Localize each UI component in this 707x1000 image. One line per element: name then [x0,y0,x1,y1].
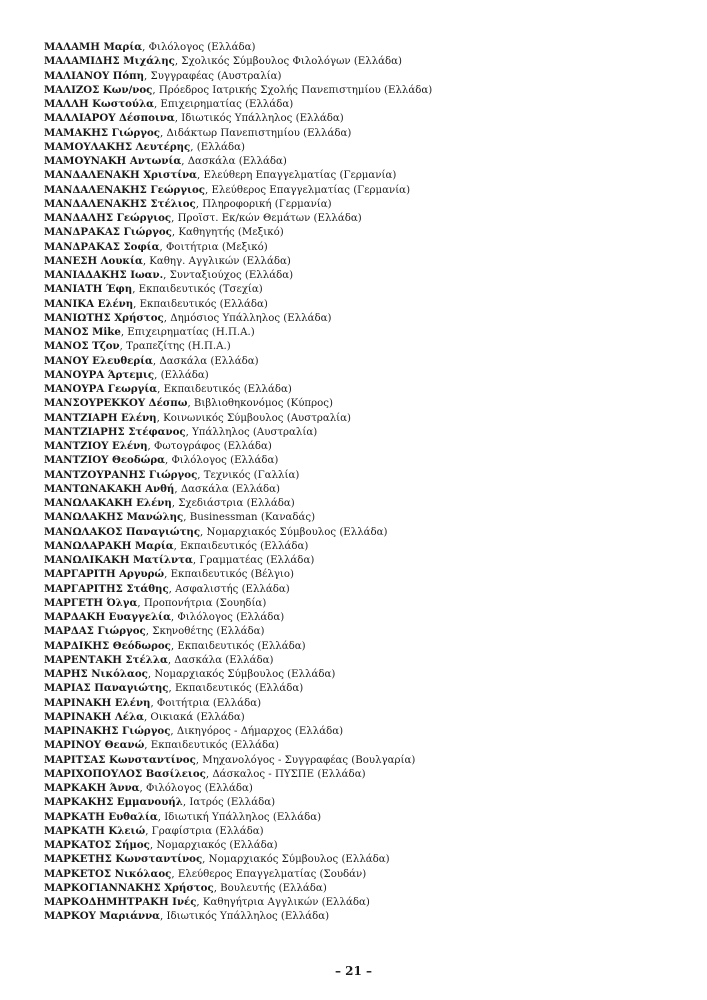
person-name: ΜΑΡΙΝΑΚΗ Ελένη [44,696,151,709]
list-item: ΜΑΡΙΝΑΚΗΣ Γιώργος, Δικηγόρος - Δήμαρχος (Ελλάδα) [44,725,344,737]
person-description: Εκπαιδευτικός (Ελλάδα) [139,298,268,310]
person-description: Φιλόλογος (Ελλάδα) [146,783,253,794]
person-name: ΜΑΡΙΝΑΚΗ Λέλα [44,710,144,723]
list-item: ΜΑΝΙΑΤΗ Έφη, Εκπαιδευτικός (Τσεχία) [44,283,263,296]
person-description: Δάσκαλος - ΠΥΣΠΕ (Ελλάδα) [212,768,366,780]
list-item: ΜΑΝΕΣΗ Λουκία, Καθηγ. Αγγλικών (Ελλάδα) [44,254,291,267]
person-name: ΜΑΝΔΡΑΚΑΣ Γιώργος [44,226,172,239]
list-item: ΜΑΝΟΥΡΑ Άρτεμις, (Ελλάδα) [44,368,209,381]
person-name: ΜΑΝΩΛΙΚΑΚΗ Ματίλντα [44,554,193,566]
list-item: ΜΑΝΔΑΛΕΝΑΚΗΣ Γεώργιος, Ελεύθερος Επαγγελματίας (Γερμανία) [44,183,411,196]
page-number: – 21 – [334,964,373,978]
person-name: ΜΑΝΔΡΑΚΑΣ Σοφία [44,240,160,253]
list-item: ΜΑΝΟΣ Mike, Επιχειρηματίας (Η.Π.Α.) [44,326,255,338]
person-description: Σκηνοθέτης (Ελλάδα) [152,626,265,638]
person-name: ΜΑΝΤΖΟΥΡΑΝΗΣ Γιώργος [44,468,198,481]
list-item: ΜΑΝΩΛΑΚΟΣ Παναγιώτης, Νομαρχιακός Σύμβουλος (Ελλάδα) [44,525,388,538]
person-description: Μηχανολόγος - Συγγραφέας (Βουλγαρία) [202,754,416,766]
person-name: ΜΑΡΗΣ Νικόλαος [44,668,148,680]
list-item: ΜΑΜΟΥΝΑΚΗ Αντωνία, Δασκάλα (Ελλάδα) [44,155,287,167]
person-description: Φοιτήτρια (Μεξικό) [165,241,268,253]
person-description: Τεχνικός (Γαλλία) [203,469,300,481]
person-description: Εκπαιδευτικός (Βέλγιο) [170,569,295,581]
person-description: Καθηγητής (Μεξικό) [178,227,284,239]
person-description: Προπονήτρια (Σουηδία) [143,597,267,609]
list-item: ΜΑΡΚΑΚΗΣ Εμμανουήλ, Ιατρός (Ελλάδα) [44,796,276,809]
person-name: ΜΑΡΙΤΣΑΣ Κωνσταντίνος [44,753,196,766]
person-description: Προϊστ. Εκ/κών Θεμάτων (Ελλάδα) [177,213,362,224]
person-name: ΜΑΛΙΖΟΣ Κων/νος [44,83,153,96]
list-item: ΜΑΝΤΖΙΟΥ Ελένη, Φωτογράφος (Ελλάδα) [44,440,272,452]
person-name: ΜΑΝΔΑΛΕΝΑΚΗ Χριστίνα [44,169,198,182]
person-name: ΜΑΝΙΩΤΗΣ Χρήστος [44,311,164,324]
person-description: Εκπαιδευτικός (Ελλάδα) [180,540,309,552]
person-name: ΜΑΝΤΩΝΑΚΑΚΗ Ανθή [44,482,175,495]
person-description: Καθηγήτρια Αγγλικών (Ελλάδα) [202,897,370,908]
list-item: ΜΑΝΙΩΤΗΣ Χρήστος, Δημόσιος Υπάλληλος (Ελλάδα) [44,311,332,324]
person-name: ΜΑΝΟΥ Ελευθερία [44,354,153,367]
list-item: ΜΑΝΩΛΑΚΗΣ Μανώλης, Businessman (Καναδάς) [44,511,316,524]
person-description: Φιλόλογος (Ελλάδα) [177,612,285,623]
person-name: ΜΑΝΙΚΑ Ελένη [44,297,134,310]
person-name: ΜΑΡΓΑΡΙΤΗΣ Στάθης [44,582,169,595]
person-name: ΜΑΛΑΜΙΔΗΣ Μιχάλης [44,55,175,68]
person-name: ΜΑΡΚΕΤΗΣ Κωνσταντίνος [44,853,203,866]
person-name: ΜΑΝΔΑΛΕΝΑΚΗΣ Στέλιος [44,197,196,210]
list-item: ΜΑΝΩΛΑΡΑΚΗ Μαρία, Εκπαιδευτικός (Ελλάδα) [44,539,309,552]
person-name: ΜΑΝΙΑΤΗ Έφη [44,283,133,296]
person-name: ΜΑΝΤΖΙΑΡΗ Ελένη [44,411,157,424]
person-description: Δικηγόρος - Δήμαρχος (Ελλάδα) [176,726,344,737]
person-name: ΜΑΝΙΑΔΑΚΗΣ Ιωαν. [44,269,164,281]
person-description: Σχεδιάστρια (Ελλάδα) [178,498,295,509]
person-name: ΜΑΝΟΥΡΑ Άρτεμις [44,368,155,381]
list-item: ΜΑΝΔΑΛΗΣ Γεώργιος, Προϊστ. Εκ/κών Θεμάτων (Ελλάδα) [44,212,362,224]
person-name: ΜΑΝΟΣ Τζον [44,340,120,353]
list-item: ΜΑΝΣΟΥΡΕΚΚΟΥ Δέσπω, Βιβλιοθηκονόμος (Κύπρος) [44,397,333,410]
person-description: Οικιακά (Ελλάδα) [150,711,245,723]
person-name: ΜΑΡΙΑΣ Παναγιώτης [44,682,169,695]
person-description: (Ελλάδα) [160,369,209,381]
person-name: ΜΑΛΙΑΝΟΥ Πόπη [44,69,145,82]
person-name: ΜΑΛΛΙΑΡΟΥ Δέσποινα [44,112,175,125]
list-item: ΜΑΡΚΟΔΗΜΗΤΡΑΚΗ Ινές, Καθηγήτρια Αγγλικών (Ελλάδα) [44,896,370,908]
person-description: Βιβλιοθηκονόμος (Κύπρος) [193,398,333,410]
list-item: ΜΑΝΔΑΛΕΝΑΚΗ Χριστίνα, Ελεύθερη Επαγγελματίας (Γερμανία) [44,169,397,182]
person-description: Τραπεζίτης (Η.Π.Α.) [126,341,231,353]
person-name: ΜΑΜΟΥΛΑΚΗΣ Λευτέρης [44,140,191,153]
list-item: ΜΑΛΛΙΑΡΟΥ Δέσποινα, Ιδιωτικός Υπάλληλος (Ελλάδα) [44,112,344,125]
list-item: ΜΑΝΟΣ Τζον, Τραπεζίτης (Η.Π.Α.) [44,340,231,353]
person-description: Δασκάλα (Ελλάδα) [180,483,281,495]
list-item: ΜΑΝΤΖΙΑΡΗΣ Στέφανος, Υπάλληλος (Αυστραλία) [44,425,318,438]
person-name: ΜΑΡΙΝΑΚΗΣ Γιώργος [44,725,171,737]
list-item: ΜΑΝΩΛΙΚΑΚΗ Ματίλντα, Γραμματέας (Ελλάδα) [44,554,315,566]
person-description: Σχολικός Σύμβουλος Φιλολόγων (Ελλάδα) [181,56,403,68]
list-item: ΜΑΛΛΗ Κωστούλα, Επιχειρηματίας (Ελλάδα) [44,98,294,110]
person-name: ΜΑΝΣΟΥΡΕΚΚΟΥ Δέσπω [44,397,188,410]
list-item: ΜΑΡΓΕΤΗ Όλγα, Προπονήτρια (Σουηδία) [44,596,267,609]
list-item: ΜΑΡΔΑΚΗ Ευαγγελία, Φιλόλογος (Ελλάδα) [44,611,285,623]
person-description: Πληροφορική (Γερμανία) [202,198,332,210]
person-name: ΜΑΡΓΑΡΙΤΗ Αργυρώ [44,568,165,581]
person-description: Εκπαιδευτικός (Τσεχία) [138,284,263,296]
person-description: Νομαρχιακός Σύμβουλος (Ελλάδα) [154,669,336,680]
person-description: Δασκάλα (Ελλάδα) [159,355,259,367]
person-description: Εκπαιδευτικός (Ελλάδα) [150,740,280,752]
person-description: Εκπαιδευτικός (Ελλάδα) [174,683,304,695]
person-name: ΜΑΡΚΑΚΗΣ Εμμανουήλ [44,796,183,809]
list-item: ΜΑΝΟΥΡΑ Γεωργία, Εκπαιδευτικός (Ελλάδα) [44,383,292,395]
list-item: ΜΑΛΑΜΗ Μαρία, Φιλόλογος (Ελλάδα) [44,41,256,53]
person-description: Εκπαιδευτικός (Ελλάδα) [177,640,306,652]
list-item: ΜΑΛΑΜΙΔΗΣ Μιχάλης, Σχολικός Σύμβουλος Φιλολόγων (Ελλάδα) [44,55,403,68]
person-description: Πρόεδρος Ιατρικής Σχολής Πανεπιστημίου (Ελλάδα) [158,84,433,96]
person-description: Υπάλληλος (Αυστραλία) [192,426,318,438]
person-name: ΜΑΝΟΣ Mike [44,326,121,338]
person-name: ΜΑΝΩΛΑΡΑΚΗ Μαρία [44,539,174,552]
person-name: ΜΑΜΟΥΝΑΚΗ Αντωνία [44,155,182,167]
list-item: ΜΑΡΚΑΚΗ Άννα, Φιλόλογος (Ελλάδα) [44,782,253,794]
person-name: ΜΑΝΤΖΙΟΥ Ελένη [44,440,148,452]
person-name: ΜΑΡΚΑΤΗ Κλειώ [44,824,146,837]
person-description: Φωτογράφος (Ελλάδα) [154,441,272,452]
list-item: ΜΑΡΔΙΚΗΣ Θεόδωρος, Εκπαιδευτικός (Ελλάδα) [44,639,306,652]
list-item: ΜΑΛΙΑΝΟΥ Πόπη, Συγγραφέας (Αυστραλία) [44,69,282,82]
person-name: ΜΑΡΚΟΥ Μαριάννα [44,910,161,923]
person-name: ΜΑΡΙΧΟΠΟΥΛΟΣ Βασίλειος [44,767,206,780]
list-item: ΜΑΝΤΩΝΑΚΑΚΗ Ανθή, Δασκάλα (Ελλάδα) [44,482,281,495]
person-name: ΜΑΡΚΟΓΙΑΝΝΑΚΗΣ Χρήστος [44,881,214,894]
list-item: ΜΑΡΚΟΓΙΑΝΝΑΚΗΣ Χρήστος, Βουλευτής (Ελλάδα) [44,881,327,894]
list-item: ΜΑΡΚΑΤΗ Κλειώ, Γραφίστρια (Ελλάδα) [44,824,264,837]
person-description: Καθηγ. Αγγλικών (Ελλάδα) [149,255,291,267]
list-item: ΜΑΝΙΚΑ Ελένη, Εκπαιδευτικός (Ελλάδα) [44,297,268,310]
person-description: Δασκάλα (Ελλάδα) [187,156,287,167]
list-item: ΜΑΝΤΖΙΟΥ Θεοδώρα, Φιλόλογος (Ελλάδα) [44,454,279,467]
list-item: ΜΑΡΙΝΑΚΗ Ελένη, Φοιτήτρια (Ελλάδα) [44,696,262,709]
person-description: Συνταξιούχος (Ελλάδα) [169,270,294,281]
list-item: ΜΑΝΔΡΑΚΑΣ Σοφία, Φοιτήτρια (Μεξικό) [44,240,268,253]
person-description: Φιλόλογος (Ελλάδα) [148,42,256,53]
person-description: Φιλόλογος (Ελλάδα) [171,455,279,467]
list-item: ΜΑΝΤΖΟΥΡΑΝΗΣ Γιώργος, Τεχνικός (Γαλλία) [44,468,300,481]
person-name: ΜΑΝΩΛΑΚΟΣ Παναγιώτης [44,525,201,538]
person-name: ΜΑΡΔΑΚΗ Ευαγγελία [44,611,171,623]
list-item: ΜΑΝΔΡΑΚΑΣ Γιώργος, Καθηγητής (Μεξικό) [44,226,284,239]
list-item: ΜΑΡΚΑΤΟΣ Σήμος, Νομαρχιακός (Ελλάδα) [44,839,278,851]
list-item: ΜΑΡΗΣ Νικόλαος, Νομαρχιακός Σύμβουλος (Ελλάδα) [44,668,336,680]
person-name: ΜΑΡΚΑΤΟΣ Σήμος [44,839,150,851]
person-description: Γραμματέας (Ελλάδα) [199,555,315,566]
person-name: ΜΑΝΕΣΗ Λουκία [44,254,143,267]
person-description: Ιατρός (Ελλάδα) [189,797,276,809]
list-item: ΜΑΡΚΟΥ Μαριάννα, Ιδιωτικός Υπάλληλος (Ελλάδα) [44,910,330,923]
person-description: Φοιτήτρια (Ελλάδα) [156,697,262,709]
person-name: ΜΑΡΔΙΚΗΣ Θεόδωρος [44,639,171,652]
person-description: Ελεύθερη Επαγγελματίας (Γερμανία) [203,170,397,182]
person-name: ΜΑΡΚΑΚΗ Άννα [44,782,140,794]
list-item: ΜΑΝΤΖΙΑΡΗ Ελένη, Κοινωνικός Σύμβουλος (Αυστραλία) [44,411,352,424]
person-description: Επιχειρηματίας (Η.Π.Α.) [127,327,255,338]
person-description: Κοινωνικός Σύμβουλος (Αυστραλία) [163,412,352,424]
person-description: Ιδιωτικός Υπάλληλος (Ελλάδα) [181,113,344,125]
person-name: ΜΑΝΩΛΑΚΗΣ Μανώλης [44,511,184,524]
person-name: ΜΑΜΑΚΗΣ Γιώργος [44,126,160,139]
list-item: ΜΑΝΔΑΛΕΝΑΚΗΣ Στέλιος, Πληροφορική (Γερμανία) [44,197,332,210]
list-item: ΜΑΡΚΑΤΗ Ευθαλία, Ιδιωτική Υπάλληλος (Ελλάδα) [44,810,322,823]
person-description: Ασφαλιστής (Ελλάδα) [175,583,290,595]
person-description: Συγγραφέας (Αυστραλία) [150,70,282,82]
person-name: ΜΑΝΤΖΙΟΥ Θεοδώρα [44,454,165,467]
person-description: Γραφίστρια (Ελλάδα) [151,825,264,837]
person-description: Ιδιωτική Υπάλληλος (Ελλάδα) [164,811,322,823]
person-description: Ιδιωτικός Υπάλληλος (Ελλάδα) [166,911,330,923]
person-description: Businessman (Καναδάς) [189,512,316,524]
person-name: ΜΑΡΕΝΤΑΚΗ Στέλλα [44,653,168,666]
list-item: ΜΑΝΙΑΔΑΚΗΣ Ιωαν., Συνταξιούχος (Ελλάδα) [44,269,294,281]
person-description: Βουλευτής (Ελλάδα) [220,882,327,894]
person-name: ΜΑΡΚΕΤΟΣ Νικόλαος [44,867,172,880]
person-description: Νομαρχιακός Σύμβουλος (Ελλάδα) [208,854,390,866]
person-name: ΜΑΝΔΑΛΗΣ Γεώργιος [44,212,172,224]
list-item: ΜΑΝΩΛΑΚΑΚΗ Ελένη, Σχεδιάστρια (Ελλάδα) [44,497,295,509]
person-description: (Ελλάδα) [196,141,245,153]
person-name: ΜΑΡΚΟΔΗΜΗΤΡΑΚΗ Ινές [44,896,197,908]
person-name: ΜΑΝΟΥΡΑ Γεωργία [44,383,158,395]
person-name: ΜΑΝΔΑΛΕΝΑΚΗΣ Γεώργιος [44,183,205,196]
person-name: ΜΑΛΛΗ Κωστούλα [44,98,154,110]
person-description: Νομαρχιακός (Ελλάδα) [156,840,278,851]
person-name: ΜΑΡΓΕΤΗ Όλγα [44,596,138,609]
person-name: ΜΑΛΑΜΗ Μαρία [44,41,143,53]
list-item: ΜΑΡΚΕΤΗΣ Κωνσταντίνος, Νομαρχιακός Σύμβουλος (Ελλάδα) [44,853,390,866]
person-description: Ελεύθερος Επαγγελματίας (Σουδάν) [177,868,367,880]
list-item: ΜΑΡΓΑΡΙΤΗ Αργυρώ, Εκπαιδευτικός (Βέλγιο) [44,568,295,581]
person-description: Νομαρχιακός Σύμβουλος (Ελλάδα) [206,526,388,538]
person-description: Εκπαιδευτικός (Ελλάδα) [163,384,292,395]
list-item: ΜΑΜΟΥΛΑΚΗΣ Λευτέρης, (Ελλάδα) [44,140,245,153]
list-item: ΜΑΛΙΖΟΣ Κων/νος, Πρόεδρος Ιατρικής Σχολής Πανεπιστημίου (Ελλάδα) [44,83,433,96]
list-item: ΜΑΡΓΑΡΙΤΗΣ Στάθης, Ασφαλιστής (Ελλάδα) [44,582,290,595]
list-item: ΜΑΡΙΑΣ Παναγιώτης, Εκπαιδευτικός (Ελλάδα) [44,682,304,695]
person-name: ΜΑΝΤΖΙΑΡΗΣ Στέφανος [44,425,186,438]
person-name: ΜΑΡΔΑΣ Γιώργος [44,625,146,638]
person-name: ΜΑΝΩΛΑΚΑΚΗ Ελένη [44,497,172,509]
person-name: ΜΑΡΙΝΟΥ Θεανώ [44,739,145,752]
person-description: Ελεύθερος Επαγγελματίας (Γερμανία) [211,184,411,196]
list-item: ΜΑΡΙΝΑΚΗ Λέλα, Οικιακά (Ελλάδα) [44,710,245,723]
list-item: ΜΑΡΔΑΣ Γιώργος, Σκηνοθέτης (Ελλάδα) [44,625,265,638]
person-name: ΜΑΡΚΑΤΗ Ευθαλία [44,810,158,823]
person-description: Δασκάλα (Ελλάδα) [174,654,274,666]
person-description: Διδάκτωρ Πανεπιστημίου (Ελλάδα) [166,127,352,139]
list-item: ΜΑΝΟΥ Ελευθερία, Δασκάλα (Ελλάδα) [44,354,259,367]
name-list [44,40,684,924]
list-item: ΜΑΡΕΝΤΑΚΗ Στέλλα, Δασκάλα (Ελλάδα) [44,653,274,666]
list-item: ΜΑΡΙΝΟΥ Θεανώ, Εκπαιδευτικός (Ελλάδα) [44,739,280,752]
list-item: ΜΑΡΙΧΟΠΟΥΛΟΣ Βασίλειος, Δάσκαλος - ΠΥΣΠΕ (Ελλάδα) [44,767,366,780]
person-description: Δημόσιος Υπάλληλος (Ελλάδα) [170,312,332,324]
list-item: ΜΑΡΚΕΤΟΣ Νικόλαος, Ελεύθερος Επαγγελματίας (Σουδάν) [44,867,367,880]
list-item: ΜΑΡΙΤΣΑΣ Κωνσταντίνος, Μηχανολόγος - Συγγραφέας (Βουλγαρία) [44,753,416,766]
person-description: Επιχειρηματίας (Ελλάδα) [160,99,294,110]
list-item: ΜΑΜΑΚΗΣ Γιώργος, Διδάκτωρ Πανεπιστημίου (Ελλάδα) [44,126,352,139]
